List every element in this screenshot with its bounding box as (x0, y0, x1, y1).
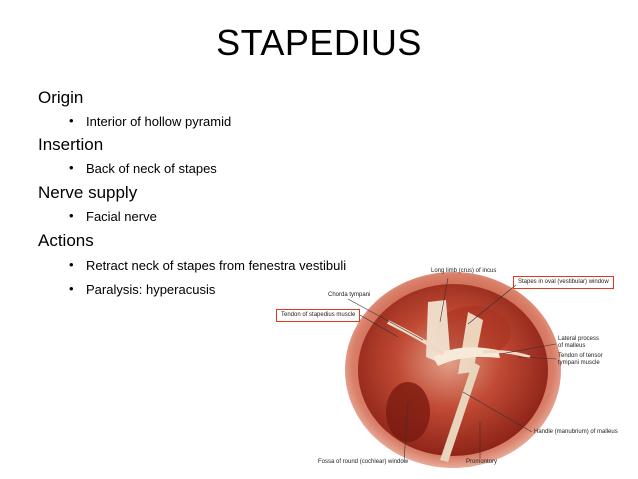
heading-actions: Actions (38, 231, 94, 250)
bullet-dot-icon: • (69, 281, 74, 296)
bullet-text: Back of neck of stapes (86, 161, 217, 176)
bullet-text: Facial nerve (86, 209, 157, 224)
heading-origin: Origin (38, 88, 84, 107)
label-lateral-process-malleus: Lateral process of malleus (558, 336, 600, 349)
bullet-dot-icon: • (69, 160, 74, 175)
bullet-text: Paralysis: hyperacusis (86, 282, 216, 297)
label-tendon-stapedius: Tendon of stapedius muscle (276, 309, 360, 322)
ear-illustration (268, 262, 638, 479)
bullet-dot-icon: • (69, 113, 74, 128)
bullet-text: Retract neck of stapes from fenestra vestibuli (86, 258, 347, 273)
slide-title: STAPEDIUS (216, 22, 422, 63)
label-long-limb-incus: Long limb (crus) of incus (431, 268, 497, 274)
label-stapes-oval-window: Stapes in oval (vestibular) window (513, 276, 614, 289)
bullet-dot-icon: • (69, 208, 74, 223)
bullet-text: Interior of hollow pyramid (86, 114, 232, 129)
heading-insertion: Insertion (38, 135, 104, 154)
tympanic-membrane-figure (268, 262, 638, 479)
label-handle-malleus: Handle (manubrium) of malleus (534, 429, 618, 435)
label-fossa-round-window: Fossa of round (cochlear) window (318, 459, 409, 465)
label-tendon-tensor-tympani: Tendon of tensor tympani muscle (558, 353, 603, 366)
label-promontory: Promontory (466, 459, 498, 465)
bullet-dot-icon: • (69, 257, 74, 272)
heading-nerve-supply: Nerve supply (38, 183, 138, 202)
label-chorda-tympani: Chorda tympani (328, 292, 371, 298)
